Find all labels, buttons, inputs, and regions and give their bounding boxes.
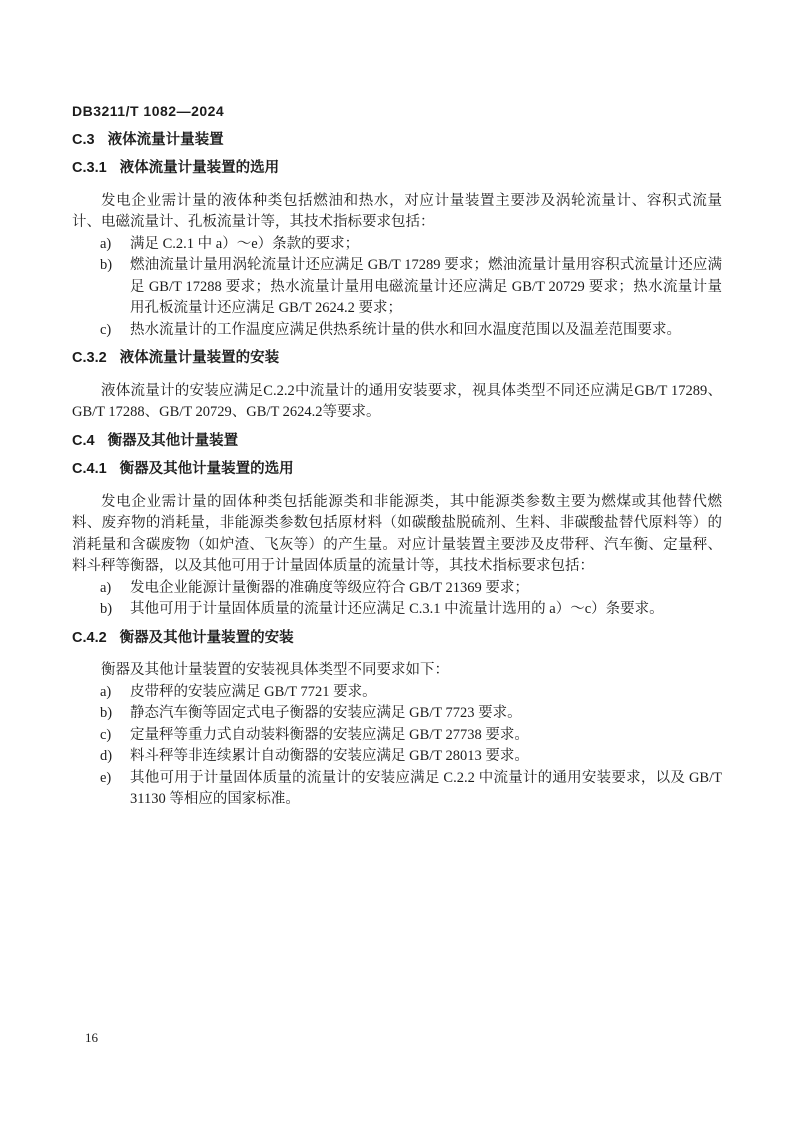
list-item-label: e) — [100, 769, 112, 786]
list-item — [72, 703, 722, 725]
list-item-label: a) — [100, 235, 112, 252]
list-item — [72, 725, 722, 747]
list-item-label: a) — [100, 683, 112, 700]
paragraph-c41-intro: 发电企业需计量的固体种类包括能源类和非能源类，其中能源类参数主要为燃煤或其他替代燃料、废弃物的消耗量，非能源类参数包括原材料（如碳酸盐脱硫剂、生料、非碳酸盐替代原料等）的消耗量和含碳废物（如炉渣、飞灰等）的产生量。对应计量装置主要涉及皮带秤、汽车衡、定量秤、料斗秤等衡器，以及其他可用于计量固体质量的流量计等，其技术指标要求包括： — [72, 493, 722, 574]
list-item-label: c) — [100, 321, 112, 338]
list-item — [72, 320, 722, 342]
section-title: 衡器及其他计量装置 — [107, 432, 239, 449]
section-number: C.3.2 — [72, 350, 107, 366]
list-item-label: b) — [100, 257, 113, 273]
paragraph-c31-intro: 发电企业需计量的液体种类包括燃油和热水，对应计量装置主要涉及涡轮流量计、容积式流量计、电磁流量计、孔板流量计等，其技术指标要求包括： — [72, 192, 722, 230]
section-heading-c41 — [72, 459, 722, 481]
page-number: 16 — [85, 1030, 98, 1045]
list-item-text: 静态汽车衡等固定式电子衡器的安装应满足 GB/T 7723 要求。 — [130, 705, 522, 721]
list-c42 — [72, 682, 722, 811]
section-title: 衡器及其他计量装置的选用 — [119, 461, 294, 477]
list-item-text: 其他可用于计量固体质量的流量计还应满足 C.3.1 中流量计选用的 a）～c）条要求。 — [130, 601, 664, 617]
paragraph-c32-body: 液体流量计的安装应满足C.2.2中流量计的通用安装要求，视具体类型不同还应满足GB/T 17289、GB/T 17288、GB/T 20729、GB/T 2624.2等要求。 — [72, 382, 722, 420]
list-item — [72, 234, 722, 256]
section-title: 液体流量计量装置 — [107, 131, 224, 148]
section-number: C.3 — [72, 131, 95, 148]
section-number: C.4.1 — [72, 461, 107, 477]
list-item-text: 定量秤等重力式自动装料衡器的安装应满足 GB/T 27738 要求。 — [130, 726, 529, 743]
section-heading-c42 — [72, 628, 722, 650]
list-item-text: 燃油流量计量用涡轮流量计还应满足 GB/T 17289 要求；燃油流量计量用容积式流量计还应满足 GB/T 17288 要求；热水流量计量用电磁流量计还应满足 GB/T 20729 要求；热水流量计量用孔板流量计还应满足 GB/T 2624.2 要求； — [130, 257, 722, 316]
list-item-text: 皮带秤的安装应满足 GB/T 7721 要求。 — [130, 683, 377, 700]
list-item-text: 发电企业能源计量衡器的准确度等级应符合 GB/T 21369 要求； — [130, 579, 529, 596]
list-c31 — [72, 234, 722, 342]
paragraph-c42-intro: 衡器及其他计量装置的安装视具体类型不同要求如下： — [101, 662, 449, 678]
section-number: C.4.2 — [72, 629, 107, 646]
section-number: C.4 — [72, 432, 95, 449]
list-item-label: a) — [100, 579, 112, 596]
list-item — [72, 682, 722, 704]
list-item-label: b) — [100, 601, 113, 617]
section-title: 液体流量计量装置的安装 — [119, 350, 280, 366]
section-number: C.3.1 — [72, 160, 107, 176]
section-heading-c4 — [72, 431, 722, 453]
list-item-label: d) — [100, 748, 113, 764]
section-title: 衡器及其他计量装置的安装 — [119, 629, 294, 646]
list-item-label: b) — [100, 705, 113, 721]
section-title: 液体流量计量装置的选用 — [119, 160, 280, 176]
section-heading-c3 — [72, 130, 722, 152]
list-item — [72, 578, 722, 600]
list-item-text: 其他可用于计量固体质量的流量计的安装应满足 C.2.2 中流量计的通用安装要求，以及 GB/T 31130 等相应的国家标准。 — [130, 769, 722, 807]
list-item-label: c) — [100, 726, 112, 743]
section-heading-c32 — [72, 348, 722, 370]
document-code-header: DB3211/T 1082—2024 — [72, 103, 225, 119]
list-item — [72, 768, 722, 811]
list-item-text: 料斗秤等非连续累计自动衡器的安装应满足 GB/T 28013 要求。 — [130, 748, 529, 764]
list-item — [72, 746, 722, 768]
list-item — [72, 255, 722, 320]
list-item-text: 满足 C.2.1 中 a）～e）条款的要求； — [130, 235, 360, 252]
list-item — [72, 599, 722, 621]
section-heading-c31 — [72, 158, 722, 180]
page-content — [72, 101, 722, 811]
list-item-text: 热水流量计的工作温度应满足供热系统计量的供水和回水温度范围以及温差范围要求。 — [130, 321, 681, 338]
list-c41 — [72, 578, 722, 621]
